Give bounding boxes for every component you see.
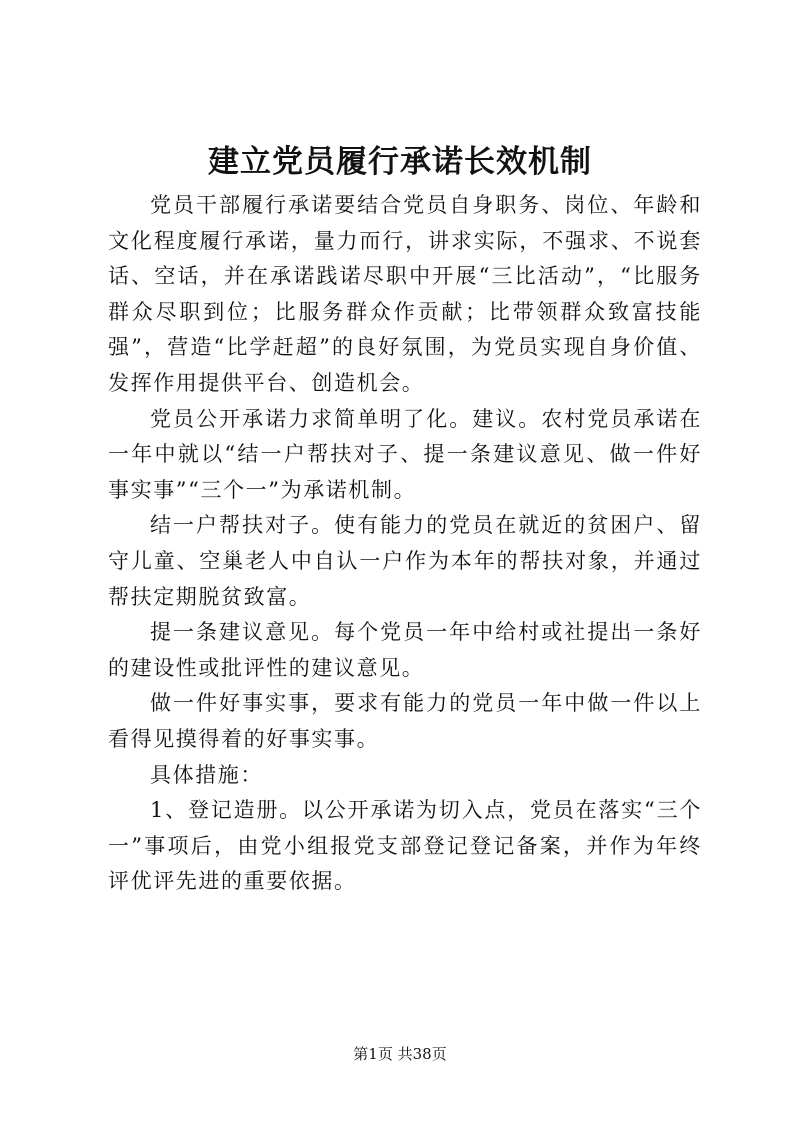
paragraph: 提一条建议意见。每个党员一年中给村或社提出一条好的建设性或批评性的建议意见。: [108, 620, 702, 680]
paragraph: 结一户帮扶对子。使有能力的党员在就近的贫困户、留守儿童、空巢老人中自认一户作为本年的帮扶对象，并通过帮扶定期脱贫致富。: [108, 513, 702, 609]
document-body: [108, 188, 702, 900]
paragraph: 具体措施：: [150, 762, 263, 787]
paragraph: 党员公开承诺力求简单明了化。建议。农村党员承诺在一年中就以“结一户帮扶对子、提一条建议意见、做一件好事实事”“三个一”为承诺机制。: [108, 406, 702, 502]
page-number-footer: 第1页 共38页: [353, 1045, 447, 1063]
paragraph: 做一件好事实事，要求有能力的党员一年中做一件以上看得见摸得着的好事实事。: [108, 691, 702, 751]
paragraph: 1、登记造册。以公开承诺为切入点，党员在落实“三个一”事项后，由党小组报党支部登记登记备案，并作为年终评优评先进的重要依据。: [108, 798, 702, 894]
document-title: 建立党员履行承诺长效机制: [208, 144, 592, 180]
paragraph: 党员干部履行承诺要结合党员自身职务、岗位、年龄和文化程度履行承诺，量力而行，讲求实际，不强求、不说套话、空话，并在承诺践诺尽职中开展“三比活动”，“比服务群众尽职到位；比服务群众作贡献；比带领群众致富技能强”，营造“比学赶超”的良好氛围，为党员实现自身价值、发挥作用提供平台、创造机会。: [108, 193, 702, 395]
